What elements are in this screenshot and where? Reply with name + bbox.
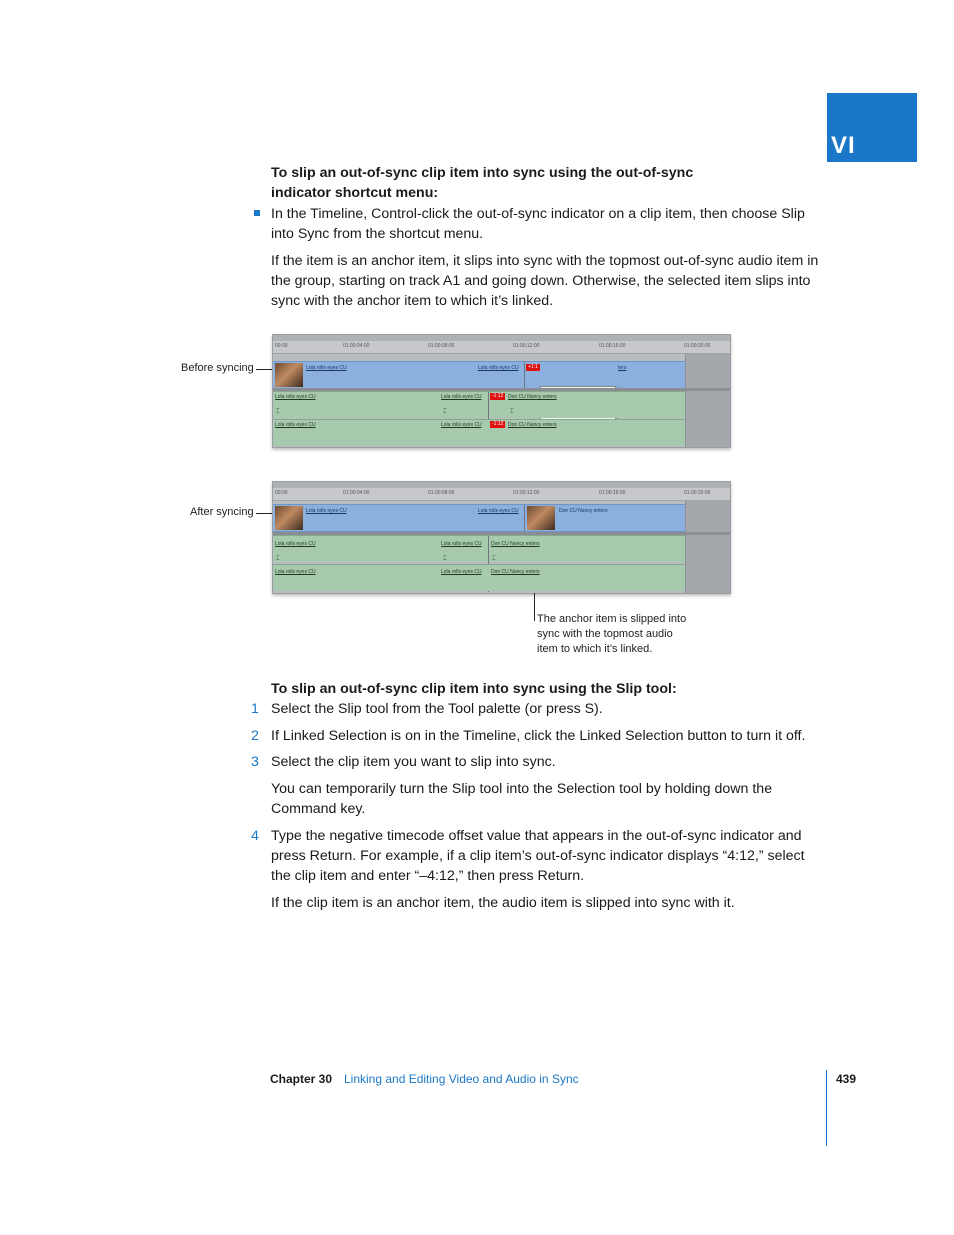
ruler-tick: 01:00:08:00: [428, 343, 455, 349]
ruler-tick: 01:00:12:00: [513, 343, 540, 349]
clip-label[interactable]: Lola rolls eyes CU: [275, 569, 316, 575]
ruler-tick: 01:00:08:00: [428, 490, 455, 496]
audio-track-a1[interactable]: [273, 535, 685, 562]
ruler-tick: 01:00:04:00: [343, 490, 370, 496]
step-note: You can temporarily turn the Slip tool into the Selection tool by holding down the Command key.: [271, 781, 773, 817]
clip-label[interactable]: Lola rolls eyes CU: [478, 365, 519, 371]
clip-label[interactable]: Don CU Nancy enters: [559, 508, 608, 514]
section1-bullet-text: In the Timeline, Control-click the out-of-sync indicator on a clip item, then choose Slip into Sync from the shortcut menu.: [271, 206, 805, 242]
sync-marker-icon: ⌶: [276, 556, 280, 562]
clip-thumbnail: [275, 363, 303, 387]
step-number: 3: [251, 754, 259, 770]
clip-label[interactable]: Lola rolls eyes CU: [306, 508, 347, 514]
before-leader-line: [256, 369, 272, 370]
out-of-sync-indicator[interactable]: -1:12: [492, 421, 504, 427]
clip-label[interactable]: Lola rolls eyes CU: [275, 422, 316, 428]
figure-callout: The anchor item is slipped into sync with the topmost audio item to which it’s linked.: [537, 613, 687, 655]
clip-label[interactable]: Don CU Nancy enters: [508, 422, 557, 428]
step-number: 2: [251, 728, 259, 744]
sync-marker-icon: ⌶: [510, 409, 514, 415]
ruler-tick: 00:00: [275, 490, 288, 496]
clip-label[interactable]: Lola rolls eyes CU: [441, 569, 482, 575]
clip-label[interactable]: Lola rolls eyes CU: [441, 541, 482, 547]
part-tab-label: VI: [831, 132, 856, 159]
page-number: 439: [836, 1072, 857, 1086]
section2-heading: To slip an out-of-sync clip item into sync using the Slip tool:: [271, 681, 677, 697]
sync-marker-icon: ⌶: [443, 556, 447, 562]
before-syncing-label: Before syncing: [181, 362, 254, 374]
ruler-tick: 01:00:16:00: [599, 343, 626, 349]
clip-thumbnail: [527, 506, 555, 530]
video-track[interactable]: [273, 504, 685, 532]
clip-label[interactable]: ters: [618, 365, 627, 371]
clip-label[interactable]: Lola rolls eyes CU: [275, 541, 316, 547]
step-number: 1: [251, 701, 259, 717]
audio-track-a1[interactable]: [273, 391, 685, 418]
sync-marker-icon: ⌶: [492, 556, 496, 562]
after-leader-line: [256, 513, 272, 514]
section1-heading: To slip an out-of-sync clip item into sync using the out-of-sync indicator shortcut menu:: [271, 165, 694, 201]
step-text: If Linked Selection is on in the Timeline, click the Linked Selection button to turn it off.: [271, 728, 806, 744]
clip-thumbnail: [275, 506, 303, 530]
footer-chapter-title: Linking and Editing Video and Audio in Sync: [344, 1072, 579, 1086]
clip-label[interactable]: Lola rolls eyes CU: [478, 508, 519, 514]
video-track[interactable]: [273, 361, 685, 389]
bullet-icon: [254, 210, 260, 216]
sync-marker-icon: ⌶: [276, 409, 280, 415]
ruler-tick: 01:00:12:00: [513, 490, 540, 496]
step-note: If the clip item is an anchor item, the audio item is slipped into sync with it.: [271, 895, 735, 911]
step-text: Select the Slip tool from the Tool palette (or press S).: [271, 701, 603, 717]
part-tab: [827, 93, 917, 162]
clip-label[interactable]: Lola rolls eyes CU: [306, 365, 347, 371]
section1-paragraph: If the item is an anchor item, it slips into sync with the topmost out-of-sync audio item in the group, starting on track A1 and going down. Otherwise, the selected item slips into sync with the anchor item to which it’s linked.: [271, 253, 819, 309]
ruler-tick: 01:00:16:00: [599, 490, 626, 496]
out-of-sync-indicator[interactable]: -1:12: [492, 393, 504, 399]
timeline-ruler: [273, 482, 730, 501]
step-number: 4: [251, 828, 259, 844]
clip-label[interactable]: Don CU Nancy enters: [491, 541, 540, 547]
after-syncing-label: After syncing: [190, 506, 254, 518]
ruler-tick: 01:00:20:00: [684, 490, 711, 496]
step-text: Type the negative timecode offset value that appears in the out-of-sync indicator and press Return. For example, if a clip item’s out-of-sync indicator displays “4:12,” select the clip item and enter “–4:12,” then press Return.: [271, 828, 805, 884]
sync-marker-icon: ⌶: [443, 409, 447, 415]
clip-label[interactable]: Don CU Nancy enters: [491, 569, 540, 575]
timeline-before: [272, 334, 731, 448]
clip-label[interactable]: Lola rolls eyes CU: [441, 394, 482, 400]
step-text: Select the clip item you want to slip into sync.: [271, 754, 556, 770]
ruler-tick: 00:00: [275, 343, 288, 349]
ruler-tick: 01:00:20:00: [684, 343, 711, 349]
callout-line: [534, 593, 535, 621]
timeline-after: [272, 481, 731, 594]
audio-track-a2[interactable]: [273, 419, 685, 446]
footer-chapter: Chapter 30: [270, 1072, 333, 1086]
audio-track-a2[interactable]: [273, 564, 685, 591]
ruler-tick: 01:00:04:00: [343, 343, 370, 349]
clip-label[interactable]: Lola rolls eyes CU: [441, 422, 482, 428]
timeline-ruler: [273, 335, 730, 354]
footer-rule: [826, 1070, 827, 1146]
clip-label[interactable]: Lola rolls eyes CU: [275, 394, 316, 400]
out-of-sync-indicator[interactable]: +1:1: [528, 364, 538, 370]
clip-label[interactable]: Don CU Nancy enters: [508, 394, 557, 400]
